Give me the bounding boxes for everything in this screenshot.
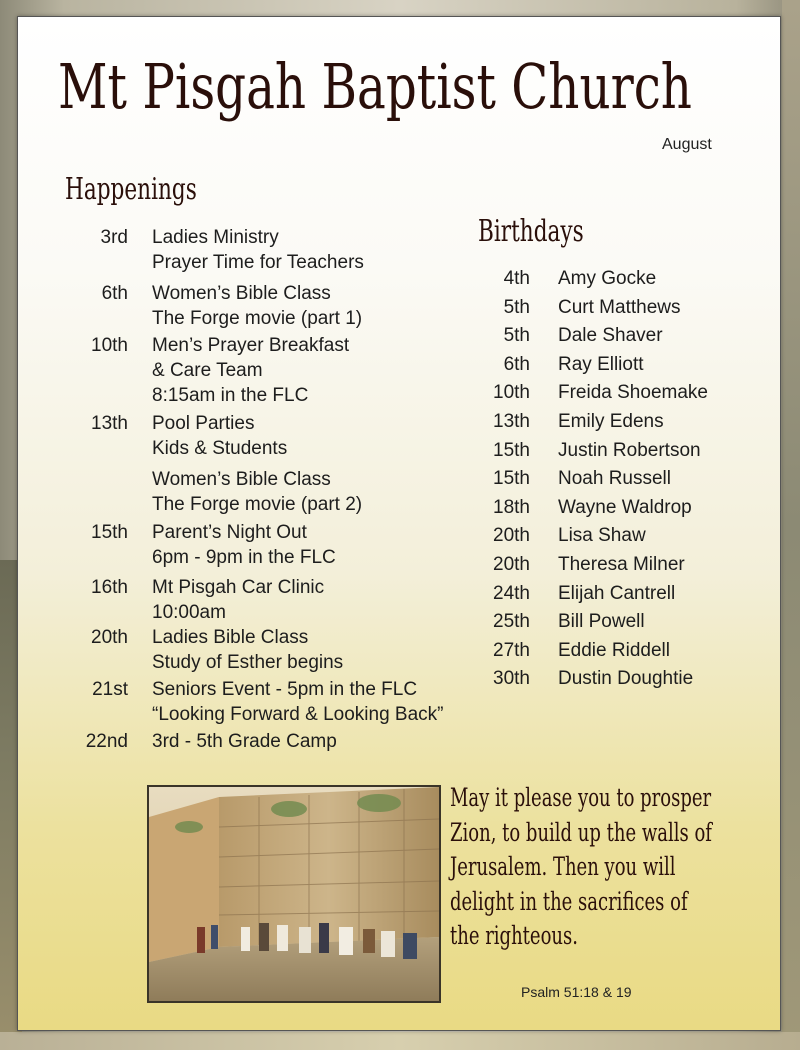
birthday-date: 6th (503, 353, 530, 375)
birthday-item (458, 293, 778, 322)
birthday-name: Ray Elliott (558, 353, 644, 375)
event-description (152, 411, 492, 461)
event-date: 21st (92, 679, 128, 700)
event-line: Seniors Event - 5pm in the FLC (152, 679, 418, 700)
event-date: 13th (91, 413, 128, 434)
background-ground (0, 1032, 800, 1050)
church-title: Mt Pisgah Baptist Church (58, 50, 692, 123)
event-line: & Care Team (152, 360, 263, 381)
verse-line: delight in the sacrifices of (450, 886, 688, 916)
birthday-date: 4th (503, 268, 530, 289)
birthday-date: 24th (493, 582, 530, 604)
birthday-item (458, 378, 778, 407)
birthday-date: 13th (493, 411, 530, 432)
painting-image (149, 787, 439, 1001)
background-tree-right (782, 0, 800, 1050)
birthday-item (458, 579, 778, 608)
verse-line: May it please you to prosper (450, 783, 712, 812)
birthday-date: 18th (493, 496, 530, 518)
event-date: 20th (91, 627, 128, 648)
event-line: Study of Esther begins (152, 652, 344, 673)
birthday-item (458, 664, 778, 693)
birthday-date: 27th (493, 639, 530, 661)
birthday-name: Noah Russell (558, 468, 671, 490)
event-line: Men’s Prayer Breakfast (152, 335, 350, 356)
birthday-date: 20th (493, 525, 530, 547)
event-date: 15th (91, 522, 128, 543)
birthday-item (458, 521, 778, 550)
event-line: The Forge movie (part 1) (152, 308, 363, 329)
event-line: 8:15am in the FLC (152, 385, 309, 406)
birthday-date: 5th (503, 296, 530, 318)
happenings-heading: Happenings (65, 172, 197, 207)
event-description (152, 625, 492, 675)
birthday-date: 30th (493, 668, 530, 690)
birthday-name: Freida Shoemake (558, 382, 708, 404)
birthday-date: 15th (493, 468, 530, 490)
event-description (152, 333, 492, 408)
newsletter-page (17, 16, 781, 1031)
event-date: 3rd (100, 227, 128, 248)
event-line: The Forge movie (part 2) (152, 494, 363, 515)
verse-line: the righteous. (450, 921, 578, 950)
event-description (152, 467, 492, 517)
event-line: Pool Parties (152, 413, 255, 434)
birthday-name: Curt Matthews (558, 296, 681, 318)
event-description (152, 729, 492, 754)
birthday-date: 25th (493, 611, 530, 633)
event-description (152, 520, 492, 570)
verse-line: Zion, to build up the walls of (450, 817, 712, 847)
birthday-name: Dale Shaver (558, 325, 663, 347)
event-date: 16th (91, 577, 128, 598)
birthday-date: 5th (503, 325, 530, 347)
birthday-name: Dustin Doughtie (558, 668, 694, 690)
event-line: Kids & Students (152, 438, 288, 459)
event-line: Women’s Bible Class (152, 469, 331, 490)
verse-reference: Psalm 51:18 & 19 (521, 984, 632, 1000)
event-date: 22nd (85, 731, 128, 752)
event-description (152, 281, 492, 331)
birthday-item (458, 264, 778, 293)
event-line: Parent’s Night Out (152, 522, 307, 543)
event-description (152, 677, 492, 727)
event-date: 10th (91, 335, 128, 356)
event-line: 3rd - 5th Grade Camp (152, 731, 337, 752)
birthday-item (458, 436, 778, 465)
month-label: August (662, 136, 712, 153)
birthday-item (458, 407, 778, 436)
scripture-verse (450, 781, 712, 954)
birthday-name: Eddie Riddell (558, 639, 670, 661)
event-description (152, 575, 492, 625)
birthday-item (458, 550, 778, 579)
event-line: 6pm - 9pm in the FLC (152, 547, 336, 568)
birthday-date: 20th (493, 554, 530, 575)
verse-line: Jerusalem. Then you will (450, 852, 676, 881)
birthday-name: Bill Powell (558, 611, 645, 633)
birthday-item (458, 350, 778, 379)
birthday-name: Emily Edens (558, 411, 664, 432)
birthday-date: 15th (493, 439, 530, 461)
birthday-item (458, 493, 778, 522)
event-date: 6th (101, 283, 128, 304)
event-line: Ladies Ministry (152, 227, 279, 248)
event-line: “Looking Forward & Looking Back” (152, 704, 444, 725)
birthday-item (458, 464, 778, 493)
birthdays-heading: Birthdays (478, 214, 584, 249)
birthday-date: 10th (493, 382, 530, 404)
event-line: Ladies Bible Class (152, 627, 309, 648)
event-line: 10:00am (152, 602, 226, 623)
western-wall-painting (147, 785, 441, 1003)
event-line: Mt Pisgah Car Clinic (152, 577, 325, 598)
birthday-name: Elijah Cantrell (558, 582, 676, 604)
birthday-name: Lisa Shaw (558, 525, 646, 547)
birthday-name: Wayne Waldrop (558, 496, 692, 518)
birthday-item (458, 321, 778, 350)
birthday-item (458, 636, 778, 665)
birthday-name: Amy Gocke (558, 268, 657, 289)
birthday-name: Theresa Milner (558, 554, 685, 575)
event-line: Prayer Time for Teachers (152, 252, 364, 273)
event-line: Women’s Bible Class (152, 283, 331, 304)
birthday-item (458, 607, 778, 636)
birthday-name: Justin Robertson (558, 439, 701, 461)
event-description (152, 225, 492, 275)
